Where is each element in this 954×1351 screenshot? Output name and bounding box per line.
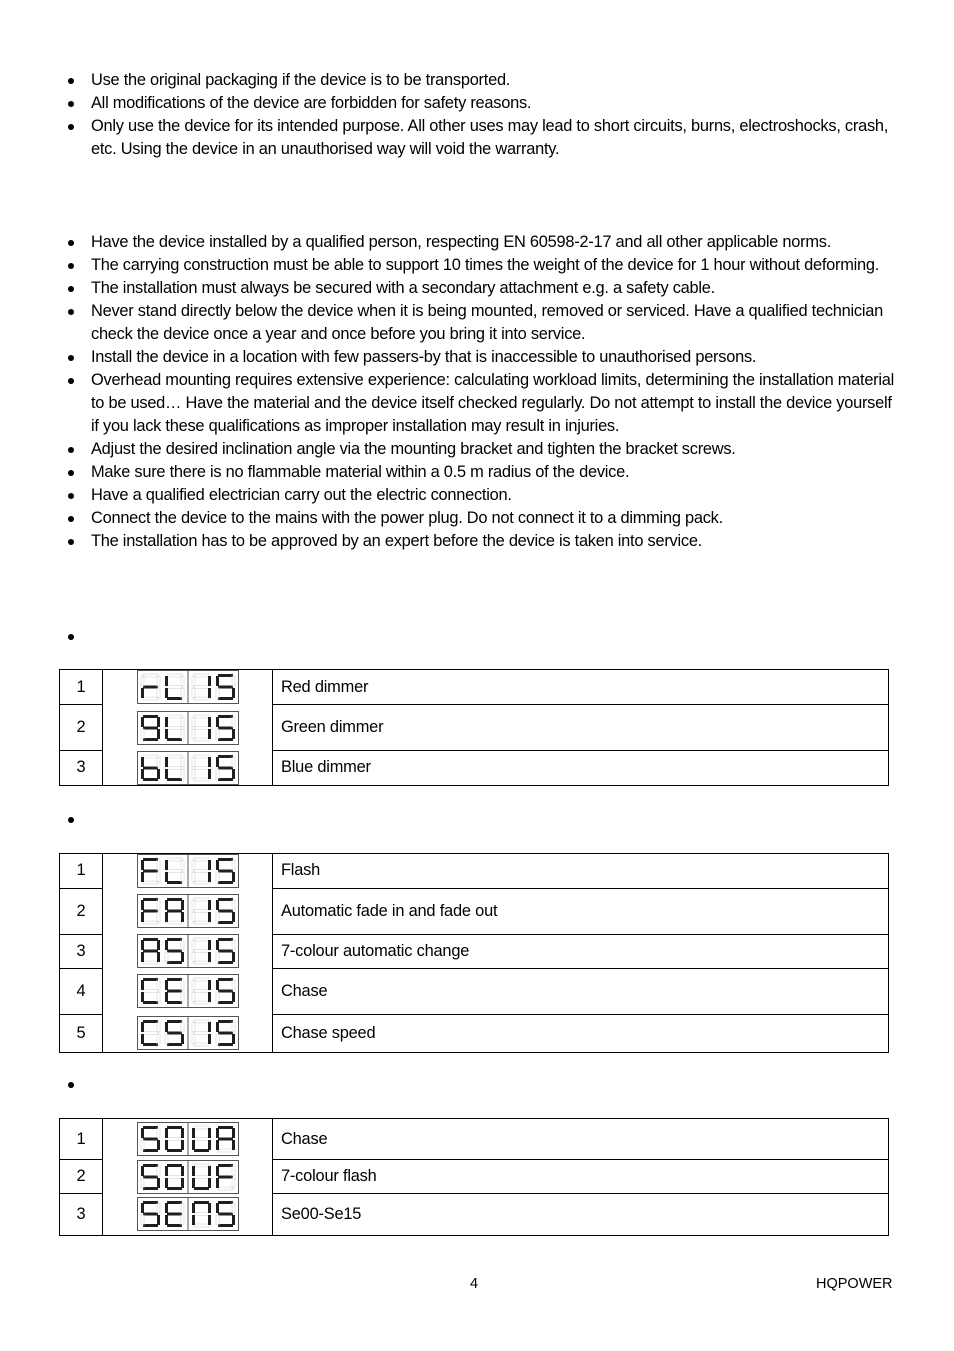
lcd-display-icon <box>137 711 239 745</box>
lcd-segment <box>208 940 211 950</box>
lcd-segment <box>167 1031 182 1034</box>
lcd-segment <box>218 715 233 718</box>
lcd-segment <box>232 1128 235 1138</box>
bullet-icon <box>68 101 74 107</box>
lcd-segment <box>208 1128 211 1138</box>
lcd-segment <box>208 1034 211 1044</box>
lcd-display-icon <box>137 934 239 968</box>
lcd-segment <box>218 921 233 924</box>
lcd-segment <box>208 980 211 990</box>
lcd-segment <box>167 1164 182 1167</box>
lcd-segment <box>165 980 168 990</box>
row-description: Se00-Se15 <box>273 1194 889 1236</box>
brand-name: HQPOWER <box>816 1276 893 1292</box>
row-number: 1 <box>60 854 103 889</box>
lcd-segment <box>192 1203 195 1213</box>
lcd-segment <box>143 1213 158 1216</box>
lcd-segment <box>218 1020 233 1023</box>
lcd-segment <box>232 992 235 1002</box>
bullet-icon <box>68 286 74 292</box>
lcd-segment <box>218 938 233 941</box>
bullet-icon <box>68 355 74 361</box>
lcd-segment <box>143 898 158 901</box>
lcd-segment <box>157 1178 160 1188</box>
list-item: The carrying construction must be able to support 10 times the weight of the device for 1 hour without deforming. <box>68 254 898 277</box>
bullet-icon <box>68 1082 74 1088</box>
row-description: 7-colour automatic change <box>273 934 889 968</box>
lcd-segment <box>208 717 211 727</box>
lcd-segment <box>167 938 182 941</box>
lcd-segment <box>167 1201 182 1204</box>
lcd-segment <box>208 676 211 686</box>
lcd-segment <box>143 686 158 689</box>
installation-list <box>68 231 898 553</box>
lcd-segment <box>165 872 168 882</box>
row-number: 3 <box>60 1194 103 1236</box>
lcd-segment <box>165 1203 168 1213</box>
lcd-segment <box>194 1149 209 1152</box>
row-description: 7-colour flash <box>273 1160 889 1194</box>
lcd-segment <box>141 1203 144 1213</box>
lcd-segment <box>167 1001 182 1004</box>
lcd-segment <box>208 757 211 767</box>
lcd-segment <box>167 1187 182 1190</box>
lcd-segment <box>141 1128 144 1138</box>
lcd-segment <box>143 1001 158 1004</box>
row-description: Red dimmer <box>273 670 889 705</box>
lcd-segment <box>141 980 144 990</box>
row-description: Chase <box>273 1119 889 1160</box>
lcd-segment <box>157 717 160 727</box>
lcd-segment <box>216 1166 219 1176</box>
lcd-display-icon <box>137 1160 239 1194</box>
bullet-icon <box>68 309 74 315</box>
lcd-segment <box>232 769 235 779</box>
table-row <box>60 751 889 786</box>
table-row <box>60 670 889 705</box>
row-number: 3 <box>60 751 103 786</box>
lcd-segment <box>216 1140 219 1150</box>
table-row <box>60 968 889 1014</box>
lcd-segment <box>181 900 184 910</box>
lcd-segment <box>216 980 219 990</box>
lcd-segment <box>216 900 219 910</box>
lcd-segment <box>232 912 235 922</box>
list-item: Never stand directly below the device when it is being mounted, removed or serviced. Have a qualified technician check the device once a year and once before you bring it into service. <box>68 300 898 346</box>
bullet-icon <box>68 240 74 246</box>
lcd-segment <box>218 910 233 913</box>
lcd-segment <box>143 1020 158 1023</box>
lcd-segment <box>165 1178 168 1188</box>
lcd-segment <box>218 1126 233 1129</box>
lcd-segment <box>141 688 144 698</box>
lcd-segment <box>167 1126 182 1129</box>
lcd-segment <box>165 717 168 727</box>
row-description: Green dimmer <box>273 705 889 751</box>
packaging-use-list <box>68 69 898 161</box>
lcd-display-icon <box>137 1197 239 1231</box>
lcd-display-icon <box>137 974 239 1008</box>
lcd-segment <box>192 1166 195 1176</box>
lcd-segment <box>232 1215 235 1225</box>
lcd-segment <box>143 1175 158 1178</box>
lcd-segment <box>167 990 182 993</box>
lcd-segment <box>194 1201 209 1204</box>
lcd-segment <box>218 1001 233 1004</box>
lcd-segment <box>143 910 158 913</box>
lcd-segment <box>216 1128 219 1138</box>
lcd-display-icon <box>137 894 239 928</box>
lcd-segment <box>218 766 233 769</box>
bullet-icon <box>68 539 74 545</box>
lcd-segment <box>218 755 233 758</box>
lcd-segment <box>141 900 144 910</box>
lcd-segment <box>218 1138 233 1141</box>
lcd-segment <box>192 1140 195 1150</box>
lcd-segment <box>165 729 168 739</box>
lcd-segment <box>143 778 158 781</box>
table-row <box>60 1160 889 1194</box>
lcd-segment <box>194 1187 209 1190</box>
lcd-segment <box>143 938 158 941</box>
row-description: Chase speed <box>273 1014 889 1052</box>
lcd-segment <box>192 1215 195 1225</box>
lcd-segment <box>165 1128 168 1138</box>
row-number: 1 <box>60 1119 103 1160</box>
lcd-segment <box>143 1201 158 1204</box>
bullet-icon <box>68 378 74 384</box>
row-description: Chase <box>273 968 889 1014</box>
lcd-segment <box>216 940 219 950</box>
lcd-segment <box>167 738 182 741</box>
lcd-segment <box>218 1031 233 1034</box>
lcd-segment <box>232 729 235 739</box>
bullet-icon <box>68 263 74 269</box>
lcd-segment <box>208 992 211 1002</box>
lcd-segment <box>208 1215 211 1225</box>
lcd-segment <box>167 778 182 781</box>
list-item: Overhead mounting requires extensive experience: calculating workload limits, determining the installation material to be used… Have the material and the device itself checked regularly. Do not attempt to install the device yourself if you lack these qualifications as improper installation may result in injuries. <box>68 369 898 438</box>
lcd-segment <box>208 952 211 962</box>
lcd-segment <box>157 940 160 950</box>
lcd-segment <box>165 757 168 767</box>
lcd-segment <box>232 1034 235 1044</box>
lcd-display-icon <box>137 751 239 785</box>
lcd-segment <box>167 1020 182 1023</box>
page-number: 4 <box>470 1276 479 1292</box>
lcd-segment <box>216 860 219 870</box>
lcd-segment <box>208 860 211 870</box>
table-row <box>60 705 889 751</box>
lcd-segment <box>218 858 233 861</box>
lcd-segment <box>167 697 182 700</box>
lcd-segment <box>216 1178 219 1188</box>
lcd-segment <box>143 1126 158 1129</box>
lcd-segment <box>218 726 233 729</box>
lcd-segment <box>216 1022 219 1032</box>
lcd-segment <box>181 1166 184 1176</box>
lcd-segment <box>141 860 144 870</box>
lcd-segment <box>167 1224 182 1227</box>
lcd-segment <box>167 898 182 901</box>
lcd-segment <box>181 952 184 962</box>
lcd-segment <box>143 978 158 981</box>
lcd-segment <box>167 1149 182 1152</box>
lcd-segment <box>167 1043 182 1046</box>
lcd-segment <box>141 769 144 779</box>
lcd-segment <box>208 1140 211 1150</box>
list-item: Have a qualified electrician carry out the electric connection. <box>68 484 898 507</box>
lcd-segment <box>157 1140 160 1150</box>
row-number: 1 <box>60 670 103 705</box>
lcd-segment <box>143 950 158 953</box>
bullet-icon <box>68 634 74 640</box>
lcd-segment <box>167 978 182 981</box>
lcd-segment <box>181 912 184 922</box>
row-number: 3 <box>60 934 103 968</box>
lcd-segment <box>165 992 168 1002</box>
lcd-segment <box>208 1166 211 1176</box>
lcd-segment <box>143 1149 158 1152</box>
lcd-segment <box>232 688 235 698</box>
lcd-segment <box>165 688 168 698</box>
lcd-segment <box>167 950 182 953</box>
lcd-segment <box>141 757 144 767</box>
row-description: Blue dimmer <box>273 751 889 786</box>
lcd-segment <box>157 952 160 962</box>
lcd-segment <box>208 729 211 739</box>
lcd-segment <box>167 961 182 964</box>
list-item: Use the original packaging if the device is to be transported. <box>68 69 898 92</box>
table-row <box>60 1194 889 1236</box>
lcd-segment <box>143 1138 158 1141</box>
lcd-segment <box>208 872 211 882</box>
lcd-segment <box>141 940 144 950</box>
bullet-icon <box>68 817 74 823</box>
lcd-segment <box>208 1022 211 1032</box>
lcd-segment <box>192 1128 195 1138</box>
lcd-segment <box>157 729 160 739</box>
lcd-segment <box>216 757 219 767</box>
lcd-segment <box>165 912 168 922</box>
list-item: Install the device in a location with few passers-by that is inaccessible to unauthorised persons. <box>68 346 898 369</box>
lcd-segment <box>208 1203 211 1213</box>
lcd-segment <box>141 992 144 1002</box>
lcd-segment <box>141 1022 144 1032</box>
lcd-segment <box>165 1022 168 1032</box>
lcd-segment <box>208 900 211 910</box>
lcd-segment <box>143 766 158 769</box>
lcd-segment <box>232 1140 235 1150</box>
lcd-segment <box>218 1201 233 1204</box>
table-row <box>60 1014 889 1052</box>
lcd-segment <box>143 1164 158 1167</box>
list-item: Only use the device for its intended purpose. All other uses may lead to short circuits, burns, electroshocks, crash, etc. Using the device in an unauthorised way will void the warranty. <box>68 115 898 161</box>
bullet-icon <box>68 124 74 130</box>
lcd-segment <box>218 978 233 981</box>
bullet-icon <box>68 447 74 453</box>
program-menu-table <box>59 853 889 1053</box>
lcd-display-icon <box>137 1122 239 1156</box>
lcd-segment <box>216 676 219 686</box>
lcd-segment <box>143 1224 158 1227</box>
list-item: All modifications of the device are forbidden for safety reasons. <box>68 92 898 115</box>
list-item: Make sure there is no flammable material within a 0.5 m radius of the device. <box>68 461 898 484</box>
lcd-segment <box>218 697 233 700</box>
bullet-icon <box>68 516 74 522</box>
lcd-segment <box>167 1213 182 1216</box>
row-number: 2 <box>60 888 103 934</box>
lcd-segment <box>165 676 168 686</box>
lcd-segment <box>192 1178 195 1188</box>
lcd-segment <box>141 952 144 962</box>
lcd-display-icon <box>137 670 239 704</box>
lcd-segment <box>232 872 235 882</box>
lcd-segment <box>165 860 168 870</box>
lcd-segment <box>167 881 182 884</box>
row-description: Flash <box>273 854 889 889</box>
lcd-segment <box>218 778 233 781</box>
lcd-segment <box>218 1175 233 1178</box>
bullet-icon <box>68 78 74 84</box>
lcd-segment <box>218 990 233 993</box>
lcd-segment <box>157 1215 160 1225</box>
lcd-segment <box>141 872 144 882</box>
lcd-segment <box>141 1034 144 1044</box>
sound-menu-table <box>59 1118 889 1236</box>
lcd-segment <box>181 1140 184 1150</box>
lcd-display-icon <box>137 1016 239 1050</box>
lcd-segment <box>143 1043 158 1046</box>
lcd-segment <box>141 717 144 727</box>
lcd-segment <box>208 688 211 698</box>
lcd-segment <box>167 910 182 913</box>
bullet-icon <box>68 493 74 499</box>
lcd-segment <box>218 950 233 953</box>
lcd-segment <box>141 912 144 922</box>
lcd-segment <box>218 898 233 901</box>
lcd-segment <box>218 738 233 741</box>
lcd-segment <box>218 961 233 964</box>
table-row <box>60 934 889 968</box>
lcd-segment <box>218 1043 233 1046</box>
list-item: The installation has to be approved by an expert before the device is taken into service. <box>68 530 898 553</box>
lcd-segment <box>141 1166 144 1176</box>
lcd-segment <box>165 769 168 779</box>
lcd-segment <box>181 1034 184 1044</box>
lcd-segment <box>143 858 158 861</box>
table-row <box>60 888 889 934</box>
lcd-segment <box>208 769 211 779</box>
list-item: Adjust the desired inclination angle via the mounting bracket and tighten the bracket screws. <box>68 438 898 461</box>
list-item: The installation must always be secured with a secondary attachment e.g. a safety cable. <box>68 277 898 300</box>
lcd-segment <box>218 870 233 873</box>
lcd-segment <box>181 1128 184 1138</box>
lcd-display-icon <box>137 854 239 888</box>
lcd-segment <box>181 1178 184 1188</box>
row-number: 2 <box>60 705 103 751</box>
lcd-segment <box>165 940 168 950</box>
lcd-segment <box>218 686 233 689</box>
row-number: 2 <box>60 1160 103 1194</box>
lcd-segment <box>218 1213 233 1216</box>
lcd-segment <box>143 1187 158 1190</box>
lcd-segment <box>165 900 168 910</box>
lcd-segment <box>218 881 233 884</box>
row-number: 4 <box>60 968 103 1014</box>
lcd-segment <box>218 1224 233 1227</box>
lcd-segment <box>157 769 160 779</box>
lcd-segment <box>218 674 233 677</box>
bullet-icon <box>68 470 74 476</box>
row-description: Automatic fade in and fade out <box>273 888 889 934</box>
lcd-segment <box>216 1203 219 1213</box>
list-item: Have the device installed by a qualified person, respecting EN 60598-2-17 and all other applicable norms. <box>68 231 898 254</box>
lcd-segment <box>216 717 219 727</box>
lcd-segment <box>143 715 158 718</box>
dimmer-menu-table <box>59 669 889 786</box>
lcd-segment <box>143 738 158 741</box>
lcd-segment <box>143 726 158 729</box>
lcd-segment <box>208 912 211 922</box>
table-row <box>60 854 889 889</box>
lcd-segment <box>165 1166 168 1176</box>
lcd-segment <box>232 952 235 962</box>
lcd-segment <box>143 870 158 873</box>
lcd-segment <box>208 1178 211 1188</box>
lcd-segment <box>165 1215 168 1225</box>
table-row <box>60 1119 889 1160</box>
lcd-segment <box>165 1140 168 1150</box>
row-number: 5 <box>60 1014 103 1052</box>
list-item: Connect the device to the mains with the power plug. Do not connect it to a dimming pack. <box>68 507 898 530</box>
lcd-segment <box>218 1164 233 1167</box>
